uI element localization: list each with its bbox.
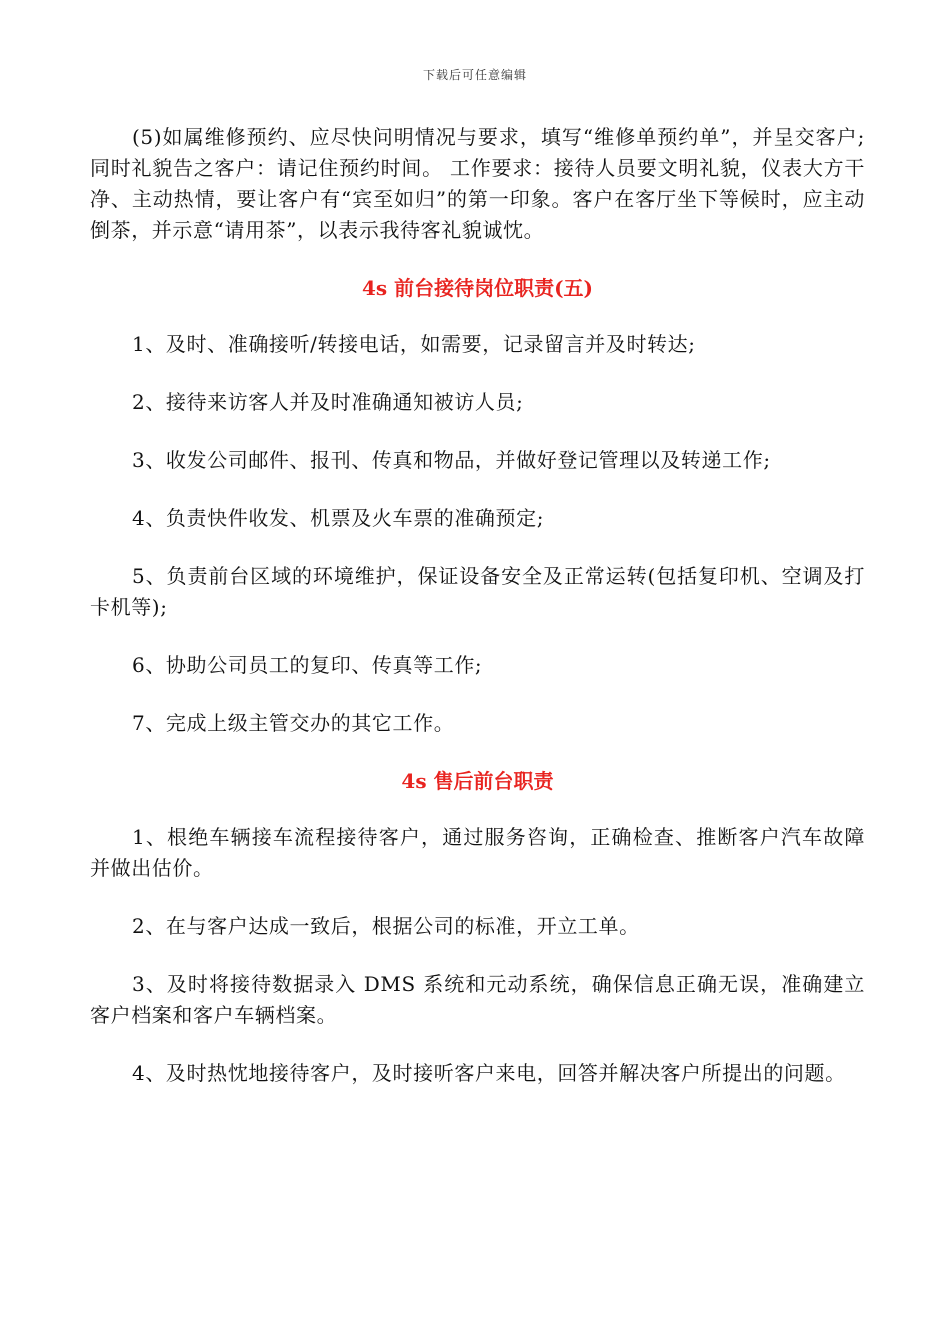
section-title-after-sales-duties: 4s 售后前台职责 [401,769,554,793]
list-item: 6、协助公司员工的复印、传真等工作; [132,653,483,677]
list-item: 1、根绝车辆接车流程接待客户，通过服务咨询，正确检查、推断客户汽车故障并做出估价。 [90,825,865,880]
page-header-note: 下载后可任意编辑 [422,68,527,82]
section-title-front-desk-duties: 4s 前台接待岗位职责(五) [361,276,594,300]
list-item: 1、及时、准确接听/转接电话，如需要，记录留言并及时转达; [132,332,696,356]
list-item: 2、在与客户达成一致后，根据公司的标准，开立工单。 [132,914,640,938]
list-item: 2、接待来访客人并及时准确通知被访人员; [132,390,524,414]
list-item: 5、负责前台区域的环境维护，保证设备安全及正常运转(包括复印机、空调及打卡机等); [90,564,865,619]
document-body [90,122,865,1116]
intro-paragraph: (5)如属维修预约、应尽快问明情况与要求，填写“维修单预约单”，并呈交客户;同时礼貌告之客户：请记住预约时间。 工作要求：接待人员要文明礼貌，仪表大方干净、主动热情，要让客户有“宾至如归”的第一印象。客户在客厅坐下等候时，应主动倒茶，并示意“请用茶”，以表示我待客礼貌诚忱。 [90,125,865,242]
list-item: 4、负责快件收发、机票及火车票的准确预定; [132,506,545,530]
list-item: 7、完成上级主管交办的其它工作。 [132,711,455,735]
list-item: 3、收发公司邮件、报刊、传真和物品，并做好登记管理以及转递工作; [132,448,771,472]
list-item: 4、及时热忱地接待客户，及时接听客户来电，回答并解决客户所提出的问题。 [132,1061,846,1085]
list-item: 3、及时将接待数据录入 DMS 系统和元动系统，确保信息正确无误，准确建立客户档案和客户车辆档案。 [90,972,865,1027]
